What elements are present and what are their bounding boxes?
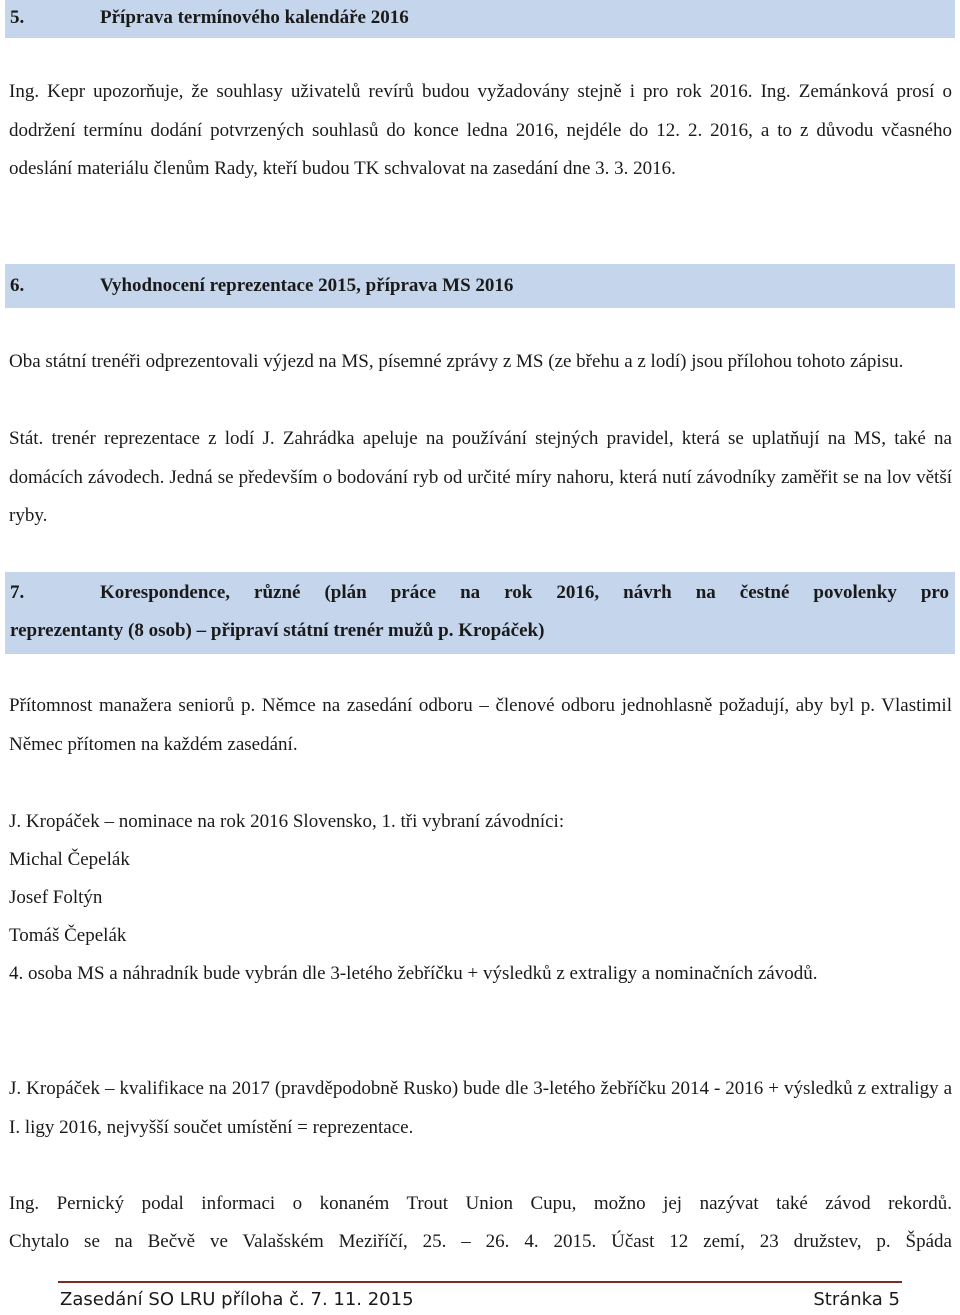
section-7-heading: [5, 572, 955, 654]
paragraph: Přítomnost manažera seniorů p. Němce na zasedání odboru – členové odboru jednohlasně požadují, aby byl p. Vlastimil Němec přítomen na každém zasedání.: [9, 695, 952, 755]
footer-divider: [58, 1281, 902, 1283]
nominee-name: Josef Foltýn: [9, 887, 103, 908]
footer-meeting-label: Zasedání SO LRU příloha č. 7. 11. 2015: [60, 1289, 414, 1310]
paragraph-line: Ing. Pernický podal informaci o konaném Trout Union Cupu, možno jej nazývat také závod rekordů.: [9, 1193, 952, 1214]
nominee-name: Michal Čepelák: [9, 849, 130, 870]
nomination-intro: J. Kropáček – nominace na rok 2016 Slovensko, 1. tři vybraní závodníci:: [9, 811, 565, 832]
paragraph-line: Chytalo se na Bečvě ve Valašském Meziříčí, 25. – 26. 4. 2015. Účast 12 zemí, 23 družstev, p. Špáda: [9, 1231, 952, 1252]
section-number: 7.: [10, 582, 25, 603]
section-title: Vyhodnocení reprezentace 2015, příprava MS 2016: [100, 275, 514, 296]
section-title-line: reprezentanty (8 osob) – připraví státní trenér mužů p. Kropáček): [10, 620, 545, 641]
section-5-heading: [5, 0, 955, 38]
section-number: 6.: [10, 275, 25, 296]
paragraph: Stát. trenér reprezentace z lodí J. Zahrádka apeluje na používání stejných pravidel, která se uplatňují na MS, také na domácích závodech. Jedná se především o bodování ryb od určité míry nahoru, která nutí závodníky zaměřit se na lov větší ryby.: [9, 428, 952, 526]
section-title: Příprava termínového kalendáře 2016: [100, 7, 409, 28]
paragraph: 4. osoba MS a náhradník bude vybrán dle 3-letého žebříčku + výsledků z extraligy a nominačních závodů.: [9, 963, 818, 984]
section-title-line: Korespondence, různé (plán práce na rok 2016, návrh na čestné povolenky pro: [100, 582, 949, 603]
paragraph: Ing. Kepr upozorňuje, že souhlasy uživatelů revírů budou vyžadovány stejně i pro rok 2016. Ing. Zemánková prosí o dodržení termínu dodání potvrzených souhlasů do konce ledna 2016, nejdéle do 12. 2. 2016, a to z důvodu včasného odeslání materiálu členům Rady, kteří budou TK schvalovat na zasedání dne 3. 3. 2016.: [9, 81, 952, 179]
nominee-name: Tomáš Čepelák: [9, 925, 127, 946]
paragraph: J. Kropáček – kvalifikace na 2017 (pravděpodobně Rusko) bude dle 3-letého žebříčku 2014 - 2016 + výsledků z extraligy a I. ligy 2016, nejvyšší součet umístění = reprezentace.: [9, 1078, 952, 1138]
paragraph: Oba státní trenéři odprezentovali výjezd na MS, písemné zprávy z MS (ze břehu a z lodí) jsou přílohou tohoto zápisu.: [9, 351, 904, 372]
section-number: 5.: [10, 7, 25, 28]
section-6-heading: [5, 264, 955, 308]
footer-page-number: Stránka 5: [813, 1289, 900, 1310]
